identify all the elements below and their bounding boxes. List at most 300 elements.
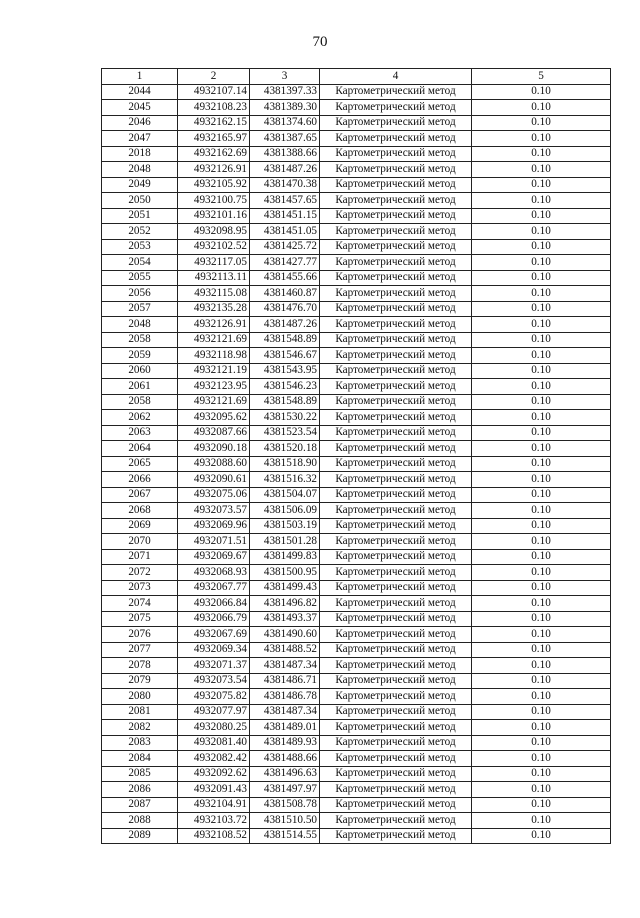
- table-row: [102, 704, 611, 720]
- point-number-cell: 2064: [102, 441, 178, 457]
- method-cell: Картометрический метод: [320, 317, 472, 333]
- y-coordinate-cell: 4381425.72: [250, 239, 320, 255]
- accuracy-cell: 0.10: [472, 410, 611, 426]
- point-number-cell: 2073: [102, 580, 178, 596]
- method-cell: Картометрический метод: [320, 580, 472, 596]
- x-coordinate-cell: 4932121.19: [178, 363, 250, 379]
- accuracy-cell: 0.10: [472, 224, 611, 240]
- method-cell: Картометрический метод: [320, 518, 472, 534]
- method-cell: Картометрический метод: [320, 301, 472, 317]
- method-cell: Картометрический метод: [320, 627, 472, 643]
- y-coordinate-cell: 4381470.38: [250, 177, 320, 193]
- table-row: [102, 627, 611, 643]
- y-coordinate-cell: 4381486.78: [250, 689, 320, 705]
- table-row: [102, 828, 611, 844]
- x-coordinate-cell: 4932126.91: [178, 162, 250, 178]
- point-number-cell: 2069: [102, 518, 178, 534]
- x-coordinate-cell: 4932067.69: [178, 627, 250, 643]
- table-row: [102, 689, 611, 705]
- method-cell: Картометрический метод: [320, 782, 472, 798]
- point-number-cell: 2058: [102, 332, 178, 348]
- table-row: [102, 84, 611, 100]
- table-row: [102, 580, 611, 596]
- method-cell: Картометрический метод: [320, 348, 472, 364]
- method-cell: Картометрический метод: [320, 332, 472, 348]
- point-number-cell: 2079: [102, 673, 178, 689]
- point-number-cell: 2056: [102, 286, 178, 302]
- table-row: [102, 596, 611, 612]
- table-header: [102, 69, 611, 85]
- y-coordinate-cell: 4381387.65: [250, 131, 320, 147]
- point-number-cell: 2053: [102, 239, 178, 255]
- table-row: [102, 518, 611, 534]
- method-cell: Картометрический метод: [320, 596, 472, 612]
- method-cell: Картометрический метод: [320, 177, 472, 193]
- point-number-cell: 2077: [102, 642, 178, 658]
- accuracy-cell: 0.10: [472, 317, 611, 333]
- method-cell: Картометрический метод: [320, 379, 472, 395]
- point-number-cell: 2061: [102, 379, 178, 395]
- accuracy-cell: 0.10: [472, 518, 611, 534]
- page-number: 70: [312, 34, 328, 50]
- point-number-cell: 2070: [102, 534, 178, 550]
- x-coordinate-cell: 4932091.43: [178, 782, 250, 798]
- method-cell: Картометрический метод: [320, 441, 472, 457]
- method-cell: Картометрический метод: [320, 162, 472, 178]
- table-row: [102, 565, 611, 581]
- y-coordinate-cell: 4381487.26: [250, 162, 320, 178]
- accuracy-cell: 0.10: [472, 565, 611, 581]
- method-cell: Картометрический метод: [320, 472, 472, 488]
- method-cell: Картометрический метод: [320, 363, 472, 379]
- method-cell: Картометрический метод: [320, 115, 472, 131]
- header-col-4: 4: [320, 69, 472, 85]
- y-coordinate-cell: 4381496.82: [250, 596, 320, 612]
- accuracy-cell: 0.10: [472, 425, 611, 441]
- table-row: [102, 363, 611, 379]
- method-cell: Картометрический метод: [320, 503, 472, 519]
- x-coordinate-cell: 4932073.57: [178, 503, 250, 519]
- y-coordinate-cell: 4381374.60: [250, 115, 320, 131]
- y-coordinate-cell: 4381500.95: [250, 565, 320, 581]
- point-number-cell: 2087: [102, 797, 178, 813]
- accuracy-cell: 0.10: [472, 456, 611, 472]
- method-cell: Картометрический метод: [320, 100, 472, 116]
- method-cell: Картометрический метод: [320, 193, 472, 209]
- point-number-cell: 2078: [102, 658, 178, 674]
- method-cell: Картометрический метод: [320, 270, 472, 286]
- table-row: [102, 193, 611, 209]
- accuracy-cell: 0.10: [472, 689, 611, 705]
- header-col-1: 1: [102, 69, 178, 85]
- x-coordinate-cell: 4932073.54: [178, 673, 250, 689]
- method-cell: Картометрический метод: [320, 410, 472, 426]
- y-coordinate-cell: 4381510.50: [250, 813, 320, 829]
- accuracy-cell: 0.10: [472, 208, 611, 224]
- x-coordinate-cell: 4932066.79: [178, 611, 250, 627]
- y-coordinate-cell: 4381389.30: [250, 100, 320, 116]
- method-cell: Картометрический метод: [320, 704, 472, 720]
- table-row: [102, 301, 611, 317]
- point-number-cell: 2074: [102, 596, 178, 612]
- table-row: [102, 286, 611, 302]
- table-row: [102, 162, 611, 178]
- x-coordinate-cell: 4932067.77: [178, 580, 250, 596]
- method-cell: Картометрический метод: [320, 456, 472, 472]
- y-coordinate-cell: 4381451.05: [250, 224, 320, 240]
- point-number-cell: 2048: [102, 162, 178, 178]
- table-row: [102, 208, 611, 224]
- x-coordinate-cell: 4932108.23: [178, 100, 250, 116]
- table-row: [102, 239, 611, 255]
- method-cell: Картометрический метод: [320, 689, 472, 705]
- point-number-cell: 2018: [102, 146, 178, 162]
- accuracy-cell: 0.10: [472, 704, 611, 720]
- accuracy-cell: 0.10: [472, 441, 611, 457]
- x-coordinate-cell: 4932081.40: [178, 735, 250, 751]
- point-number-cell: 2052: [102, 224, 178, 240]
- point-number-cell: 2055: [102, 270, 178, 286]
- point-number-cell: 2065: [102, 456, 178, 472]
- x-coordinate-cell: 4932066.84: [178, 596, 250, 612]
- y-coordinate-cell: 4381486.71: [250, 673, 320, 689]
- y-coordinate-cell: 4381397.33: [250, 84, 320, 100]
- point-number-cell: 2054: [102, 255, 178, 271]
- x-coordinate-cell: 4932107.14: [178, 84, 250, 100]
- point-number-cell: 2050: [102, 193, 178, 209]
- table-row: [102, 379, 611, 395]
- y-coordinate-cell: 4381451.15: [250, 208, 320, 224]
- x-coordinate-cell: 4932121.69: [178, 332, 250, 348]
- accuracy-cell: 0.10: [472, 503, 611, 519]
- y-coordinate-cell: 4381546.23: [250, 379, 320, 395]
- accuracy-cell: 0.10: [472, 766, 611, 782]
- x-coordinate-cell: 4932087.66: [178, 425, 250, 441]
- method-cell: Картометрический метод: [320, 208, 472, 224]
- y-coordinate-cell: 4381457.65: [250, 193, 320, 209]
- table-row: [102, 472, 611, 488]
- header-row: [102, 69, 611, 85]
- accuracy-cell: 0.10: [472, 797, 611, 813]
- y-coordinate-cell: 4381514.55: [250, 828, 320, 844]
- y-coordinate-cell: 4381476.70: [250, 301, 320, 317]
- x-coordinate-cell: 4932077.97: [178, 704, 250, 720]
- x-coordinate-cell: 4932092.62: [178, 766, 250, 782]
- x-coordinate-cell: 4932126.91: [178, 317, 250, 333]
- accuracy-cell: 0.10: [472, 642, 611, 658]
- method-cell: Картометрический метод: [320, 487, 472, 503]
- method-cell: Картометрический метод: [320, 565, 472, 581]
- point-number-cell: 2058: [102, 394, 178, 410]
- point-number-cell: 2085: [102, 766, 178, 782]
- point-number-cell: 2049: [102, 177, 178, 193]
- y-coordinate-cell: 4381488.52: [250, 642, 320, 658]
- y-coordinate-cell: 4381497.97: [250, 782, 320, 798]
- x-coordinate-cell: 4932069.34: [178, 642, 250, 658]
- table-row: [102, 100, 611, 116]
- method-cell: Картометрический метод: [320, 673, 472, 689]
- accuracy-cell: 0.10: [472, 549, 611, 565]
- accuracy-cell: 0.10: [472, 332, 611, 348]
- y-coordinate-cell: 4381460.87: [250, 286, 320, 302]
- method-cell: Картометрический метод: [320, 146, 472, 162]
- x-coordinate-cell: 4932105.92: [178, 177, 250, 193]
- accuracy-cell: 0.10: [472, 239, 611, 255]
- method-cell: Картометрический метод: [320, 394, 472, 410]
- method-cell: Картометрический метод: [320, 611, 472, 627]
- table-row: [102, 177, 611, 193]
- method-cell: Картометрический метод: [320, 131, 472, 147]
- y-coordinate-cell: 4381530.22: [250, 410, 320, 426]
- y-coordinate-cell: 4381516.32: [250, 472, 320, 488]
- x-coordinate-cell: 4932103.72: [178, 813, 250, 829]
- table-row: [102, 766, 611, 782]
- y-coordinate-cell: 4381520.18: [250, 441, 320, 457]
- coordinates-table: [101, 68, 611, 844]
- y-coordinate-cell: 4381504.07: [250, 487, 320, 503]
- y-coordinate-cell: 4381487.34: [250, 658, 320, 674]
- x-coordinate-cell: 4932102.52: [178, 239, 250, 255]
- y-coordinate-cell: 4381499.43: [250, 580, 320, 596]
- y-coordinate-cell: 4381489.01: [250, 720, 320, 736]
- method-cell: Картометрический метод: [320, 286, 472, 302]
- accuracy-cell: 0.10: [472, 611, 611, 627]
- table-row: [102, 115, 611, 131]
- x-coordinate-cell: 4932075.82: [178, 689, 250, 705]
- table-row: [102, 487, 611, 503]
- y-coordinate-cell: 4381501.28: [250, 534, 320, 550]
- point-number-cell: 2066: [102, 472, 178, 488]
- accuracy-cell: 0.10: [472, 255, 611, 271]
- point-number-cell: 2082: [102, 720, 178, 736]
- y-coordinate-cell: 4381503.19: [250, 518, 320, 534]
- x-coordinate-cell: 4932113.11: [178, 270, 250, 286]
- point-number-cell: 2067: [102, 487, 178, 503]
- accuracy-cell: 0.10: [472, 301, 611, 317]
- accuracy-cell: 0.10: [472, 627, 611, 643]
- method-cell: Картометрический метод: [320, 658, 472, 674]
- accuracy-cell: 0.10: [472, 394, 611, 410]
- point-number-cell: 2075: [102, 611, 178, 627]
- point-number-cell: 2044: [102, 84, 178, 100]
- point-number-cell: 2076: [102, 627, 178, 643]
- x-coordinate-cell: 4932162.69: [178, 146, 250, 162]
- x-coordinate-cell: 4932080.25: [178, 720, 250, 736]
- x-coordinate-cell: 4932090.61: [178, 472, 250, 488]
- y-coordinate-cell: 4381543.95: [250, 363, 320, 379]
- method-cell: Картометрический метод: [320, 255, 472, 271]
- accuracy-cell: 0.10: [472, 720, 611, 736]
- accuracy-cell: 0.10: [472, 270, 611, 286]
- method-cell: Картометрический метод: [320, 720, 472, 736]
- accuracy-cell: 0.10: [472, 286, 611, 302]
- table-row: [102, 394, 611, 410]
- x-coordinate-cell: 4932082.42: [178, 751, 250, 767]
- accuracy-cell: 0.10: [472, 813, 611, 829]
- x-coordinate-cell: 4932162.15: [178, 115, 250, 131]
- method-cell: Картометрический метод: [320, 84, 472, 100]
- point-number-cell: 2071: [102, 549, 178, 565]
- y-coordinate-cell: 4381455.66: [250, 270, 320, 286]
- x-coordinate-cell: 4932090.18: [178, 441, 250, 457]
- y-coordinate-cell: 4381388.66: [250, 146, 320, 162]
- accuracy-cell: 0.10: [472, 115, 611, 131]
- point-number-cell: 2072: [102, 565, 178, 581]
- x-coordinate-cell: 4932108.52: [178, 828, 250, 844]
- header-col-2: 2: [178, 69, 250, 85]
- x-coordinate-cell: 4932088.60: [178, 456, 250, 472]
- y-coordinate-cell: 4381546.67: [250, 348, 320, 364]
- table-row: [102, 751, 611, 767]
- point-number-cell: 2063: [102, 425, 178, 441]
- x-coordinate-cell: 4932098.95: [178, 224, 250, 240]
- method-cell: Картометрический метод: [320, 425, 472, 441]
- accuracy-cell: 0.10: [472, 100, 611, 116]
- method-cell: Картометрический метод: [320, 534, 472, 550]
- table-body: [102, 84, 611, 844]
- point-number-cell: 2083: [102, 735, 178, 751]
- table-row: [102, 813, 611, 829]
- accuracy-cell: 0.10: [472, 534, 611, 550]
- x-coordinate-cell: 4932115.08: [178, 286, 250, 302]
- method-cell: Картометрический метод: [320, 735, 472, 751]
- table-row: [102, 425, 611, 441]
- table-row: [102, 317, 611, 333]
- accuracy-cell: 0.10: [472, 580, 611, 596]
- method-cell: Картометрический метод: [320, 828, 472, 844]
- table-row: [102, 332, 611, 348]
- y-coordinate-cell: 4381488.66: [250, 751, 320, 767]
- y-coordinate-cell: 4381499.83: [250, 549, 320, 565]
- accuracy-cell: 0.10: [472, 348, 611, 364]
- y-coordinate-cell: 4381508.78: [250, 797, 320, 813]
- y-coordinate-cell: 4381548.89: [250, 394, 320, 410]
- accuracy-cell: 0.10: [472, 782, 611, 798]
- table-row: [102, 146, 611, 162]
- method-cell: Картометрический метод: [320, 813, 472, 829]
- table-row: [102, 735, 611, 751]
- accuracy-cell: 0.10: [472, 379, 611, 395]
- x-coordinate-cell: 4932135.28: [178, 301, 250, 317]
- table-row: [102, 456, 611, 472]
- table-row: [102, 224, 611, 240]
- point-number-cell: 2081: [102, 704, 178, 720]
- method-cell: Картометрический метод: [320, 751, 472, 767]
- x-coordinate-cell: 4932101.16: [178, 208, 250, 224]
- method-cell: Картометрический метод: [320, 797, 472, 813]
- y-coordinate-cell: 4381489.93: [250, 735, 320, 751]
- x-coordinate-cell: 4932069.96: [178, 518, 250, 534]
- table-row: [102, 441, 611, 457]
- accuracy-cell: 0.10: [472, 363, 611, 379]
- table-row: [102, 549, 611, 565]
- point-number-cell: 2045: [102, 100, 178, 116]
- x-coordinate-cell: 4932100.75: [178, 193, 250, 209]
- accuracy-cell: 0.10: [472, 735, 611, 751]
- table-row: [102, 642, 611, 658]
- accuracy-cell: 0.10: [472, 146, 611, 162]
- header-col-3: 3: [250, 69, 320, 85]
- table-row: [102, 503, 611, 519]
- x-coordinate-cell: 4932118.98: [178, 348, 250, 364]
- accuracy-cell: 0.10: [472, 751, 611, 767]
- y-coordinate-cell: 4381487.26: [250, 317, 320, 333]
- x-coordinate-cell: 4932069.67: [178, 549, 250, 565]
- table-row: [102, 410, 611, 426]
- x-coordinate-cell: 4932104.91: [178, 797, 250, 813]
- accuracy-cell: 0.10: [472, 487, 611, 503]
- y-coordinate-cell: 4381518.90: [250, 456, 320, 472]
- table-row: [102, 131, 611, 147]
- point-number-cell: 2057: [102, 301, 178, 317]
- accuracy-cell: 0.10: [472, 472, 611, 488]
- table-row: [102, 348, 611, 364]
- point-number-cell: 2047: [102, 131, 178, 147]
- point-number-cell: 2084: [102, 751, 178, 767]
- method-cell: Картометрический метод: [320, 642, 472, 658]
- x-coordinate-cell: 4932068.93: [178, 565, 250, 581]
- y-coordinate-cell: 4381427.77: [250, 255, 320, 271]
- y-coordinate-cell: 4381490.60: [250, 627, 320, 643]
- point-number-cell: 2051: [102, 208, 178, 224]
- x-coordinate-cell: 4932117.05: [178, 255, 250, 271]
- table-row: [102, 720, 611, 736]
- table-row: [102, 797, 611, 813]
- method-cell: Картометрический метод: [320, 224, 472, 240]
- x-coordinate-cell: 4932165.97: [178, 131, 250, 147]
- accuracy-cell: 0.10: [472, 658, 611, 674]
- table-row: [102, 270, 611, 286]
- point-number-cell: 2046: [102, 115, 178, 131]
- y-coordinate-cell: 4381493.37: [250, 611, 320, 627]
- header-col-5: 5: [472, 69, 611, 85]
- y-coordinate-cell: 4381523.54: [250, 425, 320, 441]
- x-coordinate-cell: 4932071.51: [178, 534, 250, 550]
- x-coordinate-cell: 4932121.69: [178, 394, 250, 410]
- point-number-cell: 2062: [102, 410, 178, 426]
- x-coordinate-cell: 4932123.95: [178, 379, 250, 395]
- accuracy-cell: 0.10: [472, 193, 611, 209]
- accuracy-cell: 0.10: [472, 596, 611, 612]
- table-row: [102, 673, 611, 689]
- point-number-cell: 2080: [102, 689, 178, 705]
- accuracy-cell: 0.10: [472, 162, 611, 178]
- method-cell: Картометрический метод: [320, 549, 472, 565]
- table-row: [102, 611, 611, 627]
- y-coordinate-cell: 4381506.09: [250, 503, 320, 519]
- point-number-cell: 2068: [102, 503, 178, 519]
- table-row: [102, 534, 611, 550]
- accuracy-cell: 0.10: [472, 131, 611, 147]
- point-number-cell: 2059: [102, 348, 178, 364]
- x-coordinate-cell: 4932071.37: [178, 658, 250, 674]
- point-number-cell: 2060: [102, 363, 178, 379]
- y-coordinate-cell: 4381487.34: [250, 704, 320, 720]
- table-row: [102, 658, 611, 674]
- method-cell: Картометрический метод: [320, 766, 472, 782]
- table-row: [102, 782, 611, 798]
- y-coordinate-cell: 4381496.63: [250, 766, 320, 782]
- point-number-cell: 2086: [102, 782, 178, 798]
- x-coordinate-cell: 4932095.62: [178, 410, 250, 426]
- table-row: [102, 255, 611, 271]
- accuracy-cell: 0.10: [472, 177, 611, 193]
- accuracy-cell: 0.10: [472, 828, 611, 844]
- point-number-cell: 2048: [102, 317, 178, 333]
- point-number-cell: 2088: [102, 813, 178, 829]
- y-coordinate-cell: 4381548.89: [250, 332, 320, 348]
- x-coordinate-cell: 4932075.06: [178, 487, 250, 503]
